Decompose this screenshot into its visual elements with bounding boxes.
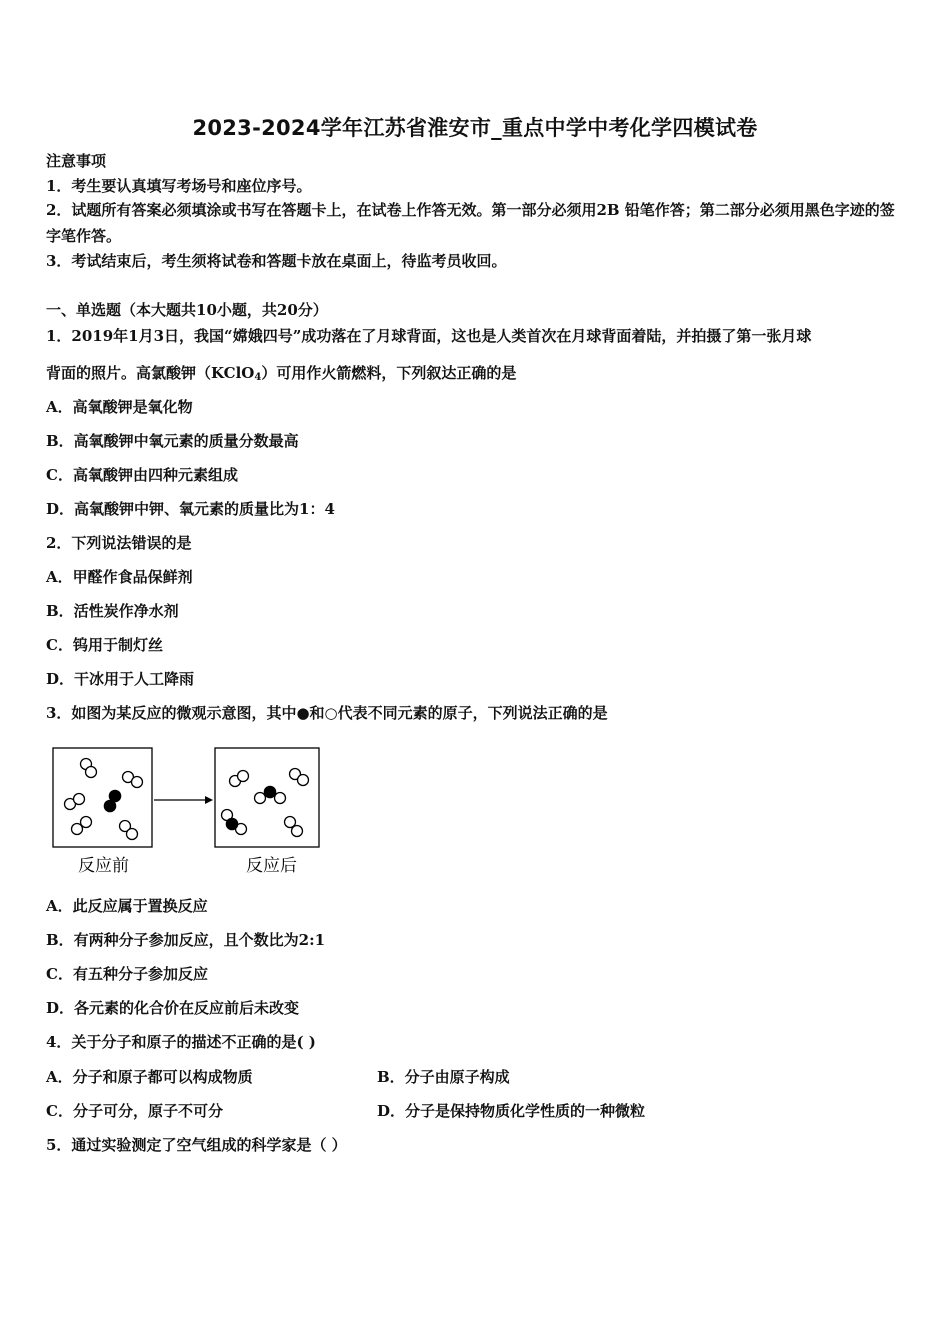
before-label: 反应前 [78, 856, 129, 876]
option: C．分子可分，原子不可分 [46, 1102, 223, 1120]
white-atom [255, 793, 266, 804]
black-atom [104, 800, 116, 812]
after-label: 反应后 [246, 856, 297, 876]
white-atom [275, 793, 286, 804]
option: A．甲醛作食品保鲜剂 [46, 568, 193, 586]
option: C．高氧酸钾由四种元素组成 [46, 466, 238, 484]
white-atom [127, 829, 138, 840]
question-stem: 4．关于分子和原子的描述不正确的是( ) [46, 1033, 316, 1051]
option: A．分子和原子都可以构成物质 [46, 1068, 253, 1086]
notice-heading: 注意事项 [46, 152, 107, 170]
question-stem: 3．如图为某反应的微观示意图，其中●和○代表不同元素的原子，下列说法正确的是 [46, 704, 608, 722]
option: B．分子由原子构成 [377, 1068, 510, 1086]
white-atom [292, 826, 303, 837]
question-stem [46, 363, 516, 388]
question-stem: 1．2019年1月3日，我国“嫦娥四号”成功落在了月球背面，这也是人类首次在月球背面着陆，并拍摄了第一张月球 [46, 327, 812, 345]
page-title: 2023-2024学年江苏省淮安市_重点中学中考化学四模试卷 [192, 116, 758, 140]
white-atom [86, 767, 97, 778]
option: A．此反应属于置换反应 [46, 897, 208, 915]
question-stem: 2．下列说法错误的是 [46, 534, 192, 552]
white-atom [238, 771, 249, 782]
option: D．高氧酸钾中钾、氧元素的质量比为1：4 [46, 500, 335, 518]
white-atom [74, 794, 85, 805]
section-heading: 一、单选题（本大题共10小题，共20分） [46, 301, 328, 319]
white-atom [132, 777, 143, 788]
notice-item: 1．考生要认真填写考场号和座位序号。 [46, 177, 312, 195]
option: B．有两种分子参加反应，且个数比为2:1 [46, 931, 326, 949]
black-atom [226, 818, 238, 830]
option: A．高氧酸钾是氧化物 [46, 398, 193, 416]
option: C．有五种分子参加反应 [46, 965, 208, 983]
stem-text: ）可用作火箭燃料，下列叙达正确的是 [261, 364, 517, 382]
option: B．活性炭作净水剂 [46, 602, 179, 620]
white-atom [298, 775, 309, 786]
option: D．各元素的化合价在反应前后未改变 [46, 999, 300, 1017]
subscript: 4 [254, 372, 262, 383]
question-stem: 5．通过实验测定了空气组成的科学家是（ ） [46, 1136, 347, 1154]
option: D．分子是保持物质化学性质的一种微粒 [377, 1102, 646, 1120]
reaction-diagram [50, 745, 330, 885]
option: C．钨用于制灯丝 [46, 636, 163, 654]
notice-item: 3．考试结束后，考生须将试卷和答题卡放在桌面上，待监考员收回。 [46, 252, 507, 270]
option: D．干冰用于人工降雨 [46, 670, 195, 688]
black-atom [264, 786, 276, 798]
stem-text: 背面的照片。高氯酸钾（KClO [46, 364, 255, 382]
option: B．高氧酸钾中氧元素的质量分数最高 [46, 432, 299, 450]
arrow-head [205, 796, 213, 804]
notice-item: 2．试题所有答案必须填涂或书写在答题卡上，在试卷上作答无效。第一部分必须用2B 铅笔作答；第二部分必须用黑色字迹的签字笔作答。 [46, 201, 895, 245]
white-atom [81, 817, 92, 828]
